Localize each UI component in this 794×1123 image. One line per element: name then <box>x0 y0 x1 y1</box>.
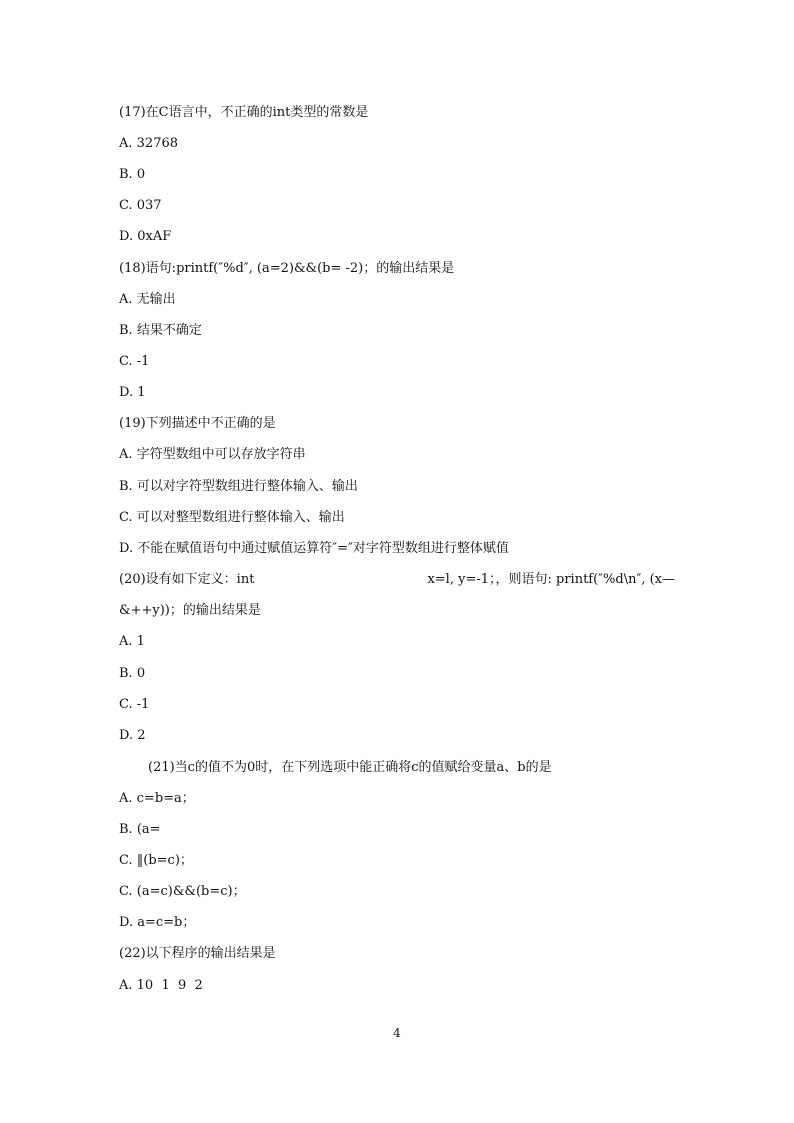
q17-option-c: C. 037 <box>119 198 162 213</box>
q17-option-d: D. 0xAF <box>119 229 172 244</box>
q18-option-c: C. -1 <box>119 354 150 369</box>
q19-option-d: D. 不能在赋值语句中通过赋值运算符″=″对字符型数组进行整体赋值 <box>119 541 509 556</box>
q20-option-c: C. -1 <box>119 697 150 712</box>
q20-option-b: B. 0 <box>119 666 146 681</box>
question-17: (17)在C语言中，不正确的int类型的常数是 <box>119 105 369 120</box>
q18-option-d: D. 1 <box>119 385 146 400</box>
question-19: (19)下列描述中不正确的是 <box>119 416 276 431</box>
page-number: 4 <box>393 1026 401 1040</box>
q17-option-a: A. 32768 <box>119 136 179 151</box>
q18-option-a: A. 无输出 <box>119 292 176 307</box>
q21-option-d: D. a=c=b； <box>119 915 196 930</box>
q21-option-b: B. (a= <box>119 822 161 837</box>
question-22: (22)以下程序的输出结果是 <box>119 946 276 961</box>
q19-option-b: B. 可以对字符型数组进行整体输入、输出 <box>119 479 358 494</box>
q21-option-c: C. (a=c)&&(b=c)； <box>119 884 246 899</box>
q17-option-b: B. 0 <box>119 167 146 182</box>
question-20-line-1 <box>119 572 675 588</box>
q19-option-c: C. 可以对整型数组进行整体输入、输出 <box>119 510 345 525</box>
question-20-line-2: &++y))；的输出结果是 <box>119 603 261 618</box>
q20-option-d: D. 2 <box>119 728 146 743</box>
q20-option-a: A. 1 <box>119 634 145 649</box>
q19-option-a: A. 字符型数组中可以存放字符串 <box>119 447 306 462</box>
q21-option-c-fragment: C. ‖(b=c)； <box>119 853 193 868</box>
question-20-part-1: (20)设有如下定义：int <box>119 572 255 587</box>
q22-option-a: A. 10 1 9 2 <box>119 978 203 993</box>
question-18: (18)语句:printf(″%d″, (a=2)&&(b= -2)；的输出结果是 <box>119 261 455 276</box>
q21-option-a: A. c=b=a； <box>119 791 195 806</box>
question-20-part-2: x=l, y=-1；，则语句: printf(″%d\n″, (x— <box>427 572 675 587</box>
q18-option-b: B. 结果不确定 <box>119 323 202 338</box>
question-21: (21)当c的值不为0时，在下列选项中能正确将c的值赋给变量a、b的是 <box>148 760 552 775</box>
